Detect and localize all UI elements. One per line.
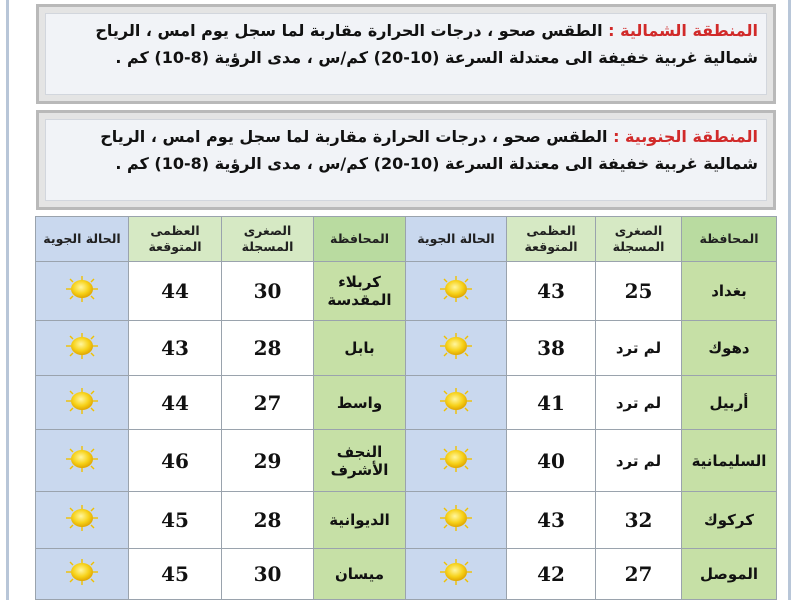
min-temp-cell: 32	[596, 492, 682, 549]
condition-cell	[36, 262, 129, 321]
header-max-expected: العظمى المتوقعة	[507, 217, 596, 262]
governorate-cell: السليمانية	[682, 430, 777, 492]
min-temp-cell: لم ترد	[596, 376, 682, 430]
sun-icon	[437, 504, 475, 532]
max-temp-cell: 41	[507, 376, 596, 430]
weather-table	[35, 216, 777, 600]
min-temp-cell: 27	[596, 549, 682, 600]
governorate-cell: النجف الأشرف	[314, 430, 406, 492]
min-temp-cell: 29	[222, 430, 314, 492]
header-min-recorded: الصغرى المسجلة	[596, 217, 682, 262]
condition-cell	[406, 492, 507, 549]
condition-cell	[406, 376, 507, 430]
table-header-row	[36, 217, 777, 262]
min-temp-cell: لم ترد	[596, 321, 682, 376]
north-region-box	[36, 4, 776, 104]
max-temp-cell: 38	[507, 321, 596, 376]
sun-icon	[437, 332, 475, 360]
north-region-forecast-text: الطقس صحو ، درجات الحرارة مقاربة لما سجل يوم امس ، الرياح شمالية غربية خفيفة الى معتدلة السرعة (10-20) كم/س ، مدى الرؤية (8-10) كم .	[95, 21, 758, 67]
south-region-box	[36, 110, 776, 210]
condition-cell	[36, 321, 129, 376]
max-temp-cell: 45	[129, 492, 222, 549]
max-temp-cell: 43	[129, 321, 222, 376]
max-temp-cell: 44	[129, 376, 222, 430]
table-row	[36, 376, 777, 430]
north-region-paragraph	[46, 14, 766, 71]
min-temp-cell: لم ترد	[596, 430, 682, 492]
north-region-label: المنطقة الشمالية :	[608, 21, 758, 40]
condition-cell	[36, 376, 129, 430]
max-temp-cell: 45	[129, 549, 222, 600]
max-temp-cell: 43	[507, 492, 596, 549]
min-temp-cell: 25	[596, 262, 682, 321]
governorate-cell: ميسان	[314, 549, 406, 600]
sun-icon	[63, 332, 101, 360]
governorate-cell: دهوك	[682, 321, 777, 376]
left-border-line	[6, 0, 9, 600]
north-region-inner	[45, 13, 767, 95]
condition-cell	[36, 492, 129, 549]
condition-cell	[406, 262, 507, 321]
table-row	[36, 549, 777, 600]
condition-cell	[36, 549, 129, 600]
sun-icon	[437, 275, 475, 303]
header-condition: الحالة الجوية	[36, 217, 129, 262]
header-max-expected: العظمى المتوقعة	[129, 217, 222, 262]
condition-cell	[406, 549, 507, 600]
max-temp-cell: 46	[129, 430, 222, 492]
sun-icon	[437, 445, 475, 473]
sun-icon	[63, 558, 101, 586]
max-temp-cell: 43	[507, 262, 596, 321]
governorate-cell: واسط	[314, 376, 406, 430]
south-region-paragraph	[46, 120, 766, 177]
header-min-recorded: الصغرى المسجلة	[222, 217, 314, 262]
condition-cell	[406, 430, 507, 492]
table-row	[36, 430, 777, 492]
min-temp-cell: 28	[222, 492, 314, 549]
sun-icon	[63, 387, 101, 415]
sun-icon	[437, 387, 475, 415]
governorate-cell: الديوانية	[314, 492, 406, 549]
table-row	[36, 492, 777, 549]
condition-cell	[36, 430, 129, 492]
south-region-label: المنطقة الجنوبية :	[613, 127, 758, 146]
sun-icon	[63, 275, 101, 303]
condition-cell	[406, 321, 507, 376]
table-row	[36, 321, 777, 376]
header-governorate: المحافظة	[682, 217, 777, 262]
weather-table-body	[36, 262, 777, 600]
min-temp-cell: 30	[222, 549, 314, 600]
table-row	[36, 262, 777, 321]
max-temp-cell: 40	[507, 430, 596, 492]
governorate-cell: الموصل	[682, 549, 777, 600]
min-temp-cell: 28	[222, 321, 314, 376]
max-temp-cell: 44	[129, 262, 222, 321]
min-temp-cell: 30	[222, 262, 314, 321]
header-governorate: المحافظة	[314, 217, 406, 262]
min-temp-cell: 27	[222, 376, 314, 430]
right-border-line	[788, 0, 791, 600]
governorate-cell: بابل	[314, 321, 406, 376]
header-condition: الحالة الجوية	[406, 217, 507, 262]
south-region-forecast-text: الطقس صحو ، درجات الحرارة مقاربة لما سجل يوم امس ، الرياح شمالية غربية خفيفة الى معتدلة السرعة (10-20) كم/س ، مدى الرؤية (8-10) كم .	[100, 127, 758, 173]
sun-icon	[437, 558, 475, 586]
sun-icon	[63, 445, 101, 473]
governorate-cell: كركوك	[682, 492, 777, 549]
governorate-cell: كربلاء المقدسة	[314, 262, 406, 321]
governorate-cell: أربيل	[682, 376, 777, 430]
sun-icon	[63, 504, 101, 532]
south-region-inner	[45, 119, 767, 201]
governorate-cell: بغداد	[682, 262, 777, 321]
max-temp-cell: 42	[507, 549, 596, 600]
